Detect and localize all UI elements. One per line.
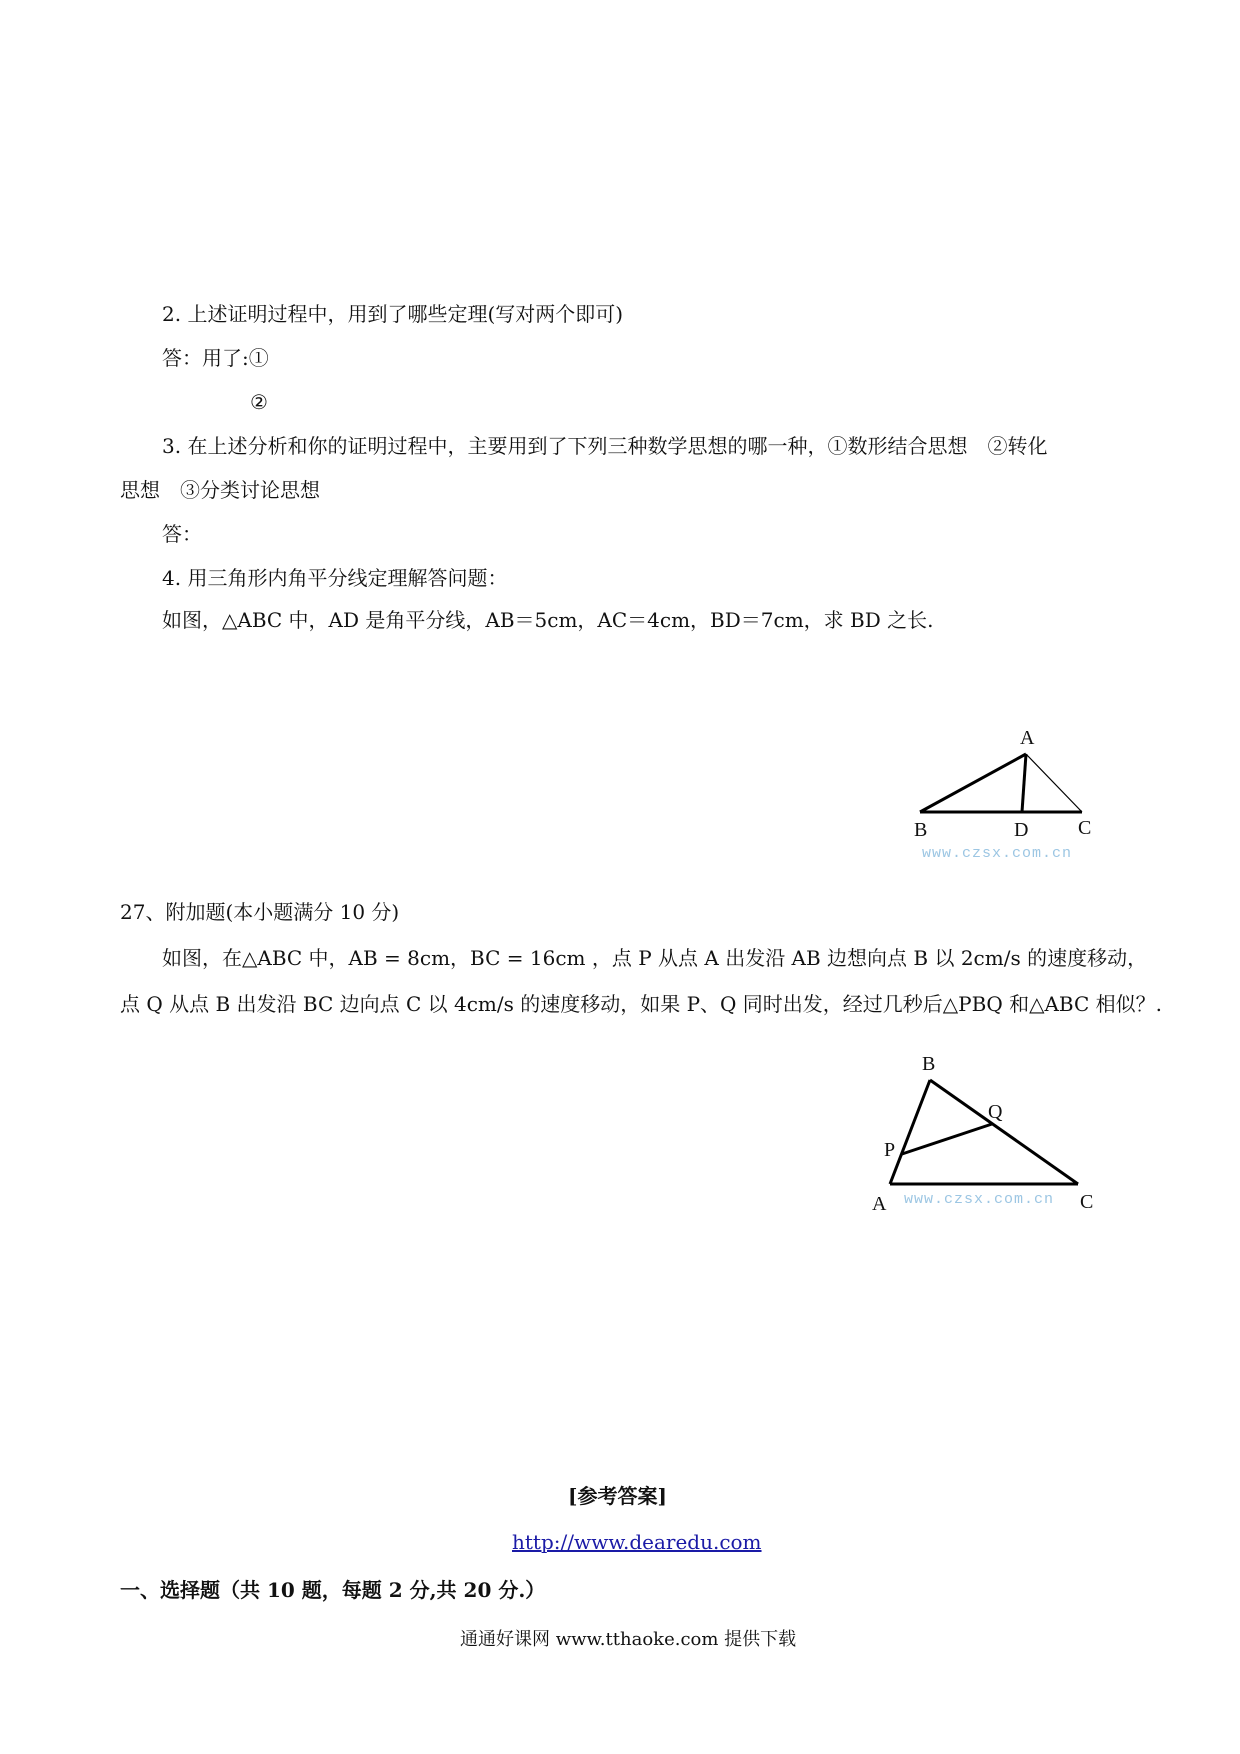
q27-label-q: Q	[988, 1101, 1003, 1123]
q27-label-p: P	[884, 1139, 896, 1161]
answers-heading: [参考答案]	[568, 1484, 667, 1508]
q4-watermark: www.czsx.com.cn	[922, 845, 1073, 862]
page-footer: 通通好课网 www.tthaoke.com 提供下载	[460, 1629, 797, 1650]
q4-label-c: C	[1078, 817, 1092, 839]
q4-title: 4. 用三角形内角平分线定理解答问题：	[162, 566, 508, 590]
q2-title: 2. 上述证明过程中，用到了哪些定理(写对两个即可)	[162, 302, 624, 326]
q27-watermark: www.czsx.com.cn	[904, 1191, 1055, 1208]
q4-problem: 如图，△ABC 中，AD 是角平分线，AB＝5cm，AC＝4cm，BD＝7cm，求 BD 之长.	[162, 608, 934, 632]
q27-side-bc	[930, 1080, 1078, 1184]
q27-line-1: 如图，在△ABC 中，AB = 8cm，BC = 16cm ，点 P 从点 A 出发沿 AB 边想向点 B 以 2cm/s 的速度移动，	[162, 946, 1148, 970]
q27-line-2: 点 Q 从点 B 出发沿 BC 边向点 C 以 4cm/s 的速度移动，如果 P、Q 同时出发，经过几秒后△PBQ 和△ABC 相似？.	[120, 992, 1163, 1016]
q4-label-a: A	[1020, 727, 1035, 749]
q4-side-ac	[1026, 754, 1082, 812]
q3-answer: 答：	[162, 522, 202, 546]
q27-triangle-figure	[860, 1040, 1120, 1230]
q27-label-a: A	[872, 1193, 887, 1215]
q4-triangle-figure	[900, 720, 1120, 870]
q27-side-ab	[890, 1080, 930, 1184]
q27-title: 27、附加题(本小题满分 10 分)	[120, 900, 400, 924]
q4-label-b: B	[914, 819, 928, 841]
q4-label-d: D	[1014, 819, 1029, 841]
q2-answer-2: ②	[250, 390, 268, 414]
q4-side-ab	[920, 754, 1026, 812]
q3-line-2: 思想 ③分类讨论思想	[120, 478, 320, 502]
answers-section-1: 一、选择题（共 10 题，每题 2 分,共 20 分.）	[120, 1578, 546, 1602]
answers-link[interactable]: http://www.dearedu.com	[512, 1530, 762, 1554]
q27-label-c: C	[1080, 1191, 1094, 1213]
q27-label-b: B	[922, 1053, 936, 1075]
q2-answer-1: 答：用了:①	[162, 346, 269, 370]
q4-bisector-ad	[1022, 754, 1026, 812]
q3-line-1: 3. 在上述分析和你的证明过程中，主要用到了下列三种数学思想的哪一种，①数形结合思想 ②转化	[162, 434, 1048, 458]
q27-segment-pq	[902, 1124, 992, 1154]
